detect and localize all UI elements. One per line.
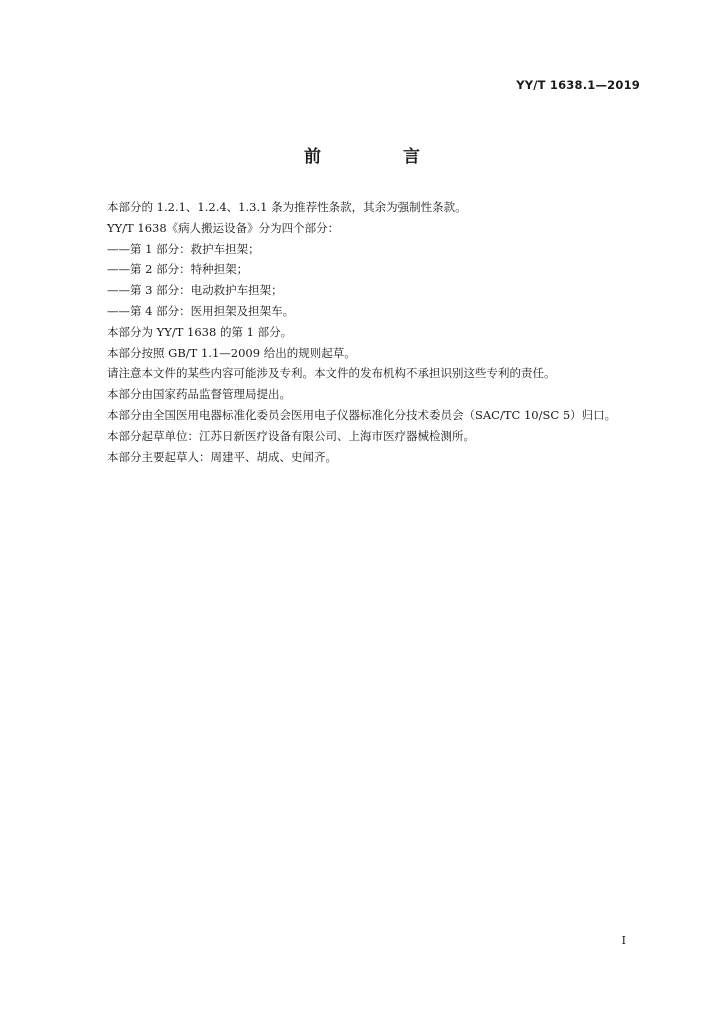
paragraph: YY/T 1638《病人搬运设备》分为四个部分： <box>107 220 340 235</box>
list-item: ——第 2 部分：特种担架； <box>107 262 249 277</box>
paragraph: 本部分由国家药品监督管理局提出。 <box>107 387 291 402</box>
paragraph: 本部分的 1.2.1、1.2.4、1.3.1 条为推荐性条款，其余为强制性条款。 <box>107 200 467 214</box>
page-title: 前 言 <box>304 147 458 167</box>
paragraph: 请注意本文件的某些内容可能涉及专利。本文件的发布机构不承担识别这些专利的责任。 <box>107 366 556 381</box>
paragraph: 本部分起草单位：江苏日新医疗设备有限公司、上海市医疗器械检测所。 <box>107 428 475 443</box>
list-item: ——第 3 部分：电动救护车担架； <box>107 283 283 298</box>
page-number: I <box>621 934 626 947</box>
paragraph: 本部分主要起草人：周建平、胡成、史闻齐。 <box>107 449 337 464</box>
foreword-body <box>84 197 644 467</box>
paragraph: 本部分按照 GB/T 1.1—2009 给出的规则起草。 <box>107 345 356 360</box>
paragraph: 本部分由全国医用电器标准化委员会医用电子仪器标准化分技术委员会（SAC/TC 10/SC 5）归口。 <box>107 407 617 422</box>
list-item: ——第 4 部分：医用担架及担架车。 <box>107 303 295 318</box>
list-item: ——第 1 部分：救护车担架； <box>107 241 260 256</box>
paragraph: 本部分为 YY/T 1638 的第 1 部分。 <box>107 324 293 339</box>
standard-code: YY/T 1638.1—2019 <box>516 78 640 92</box>
